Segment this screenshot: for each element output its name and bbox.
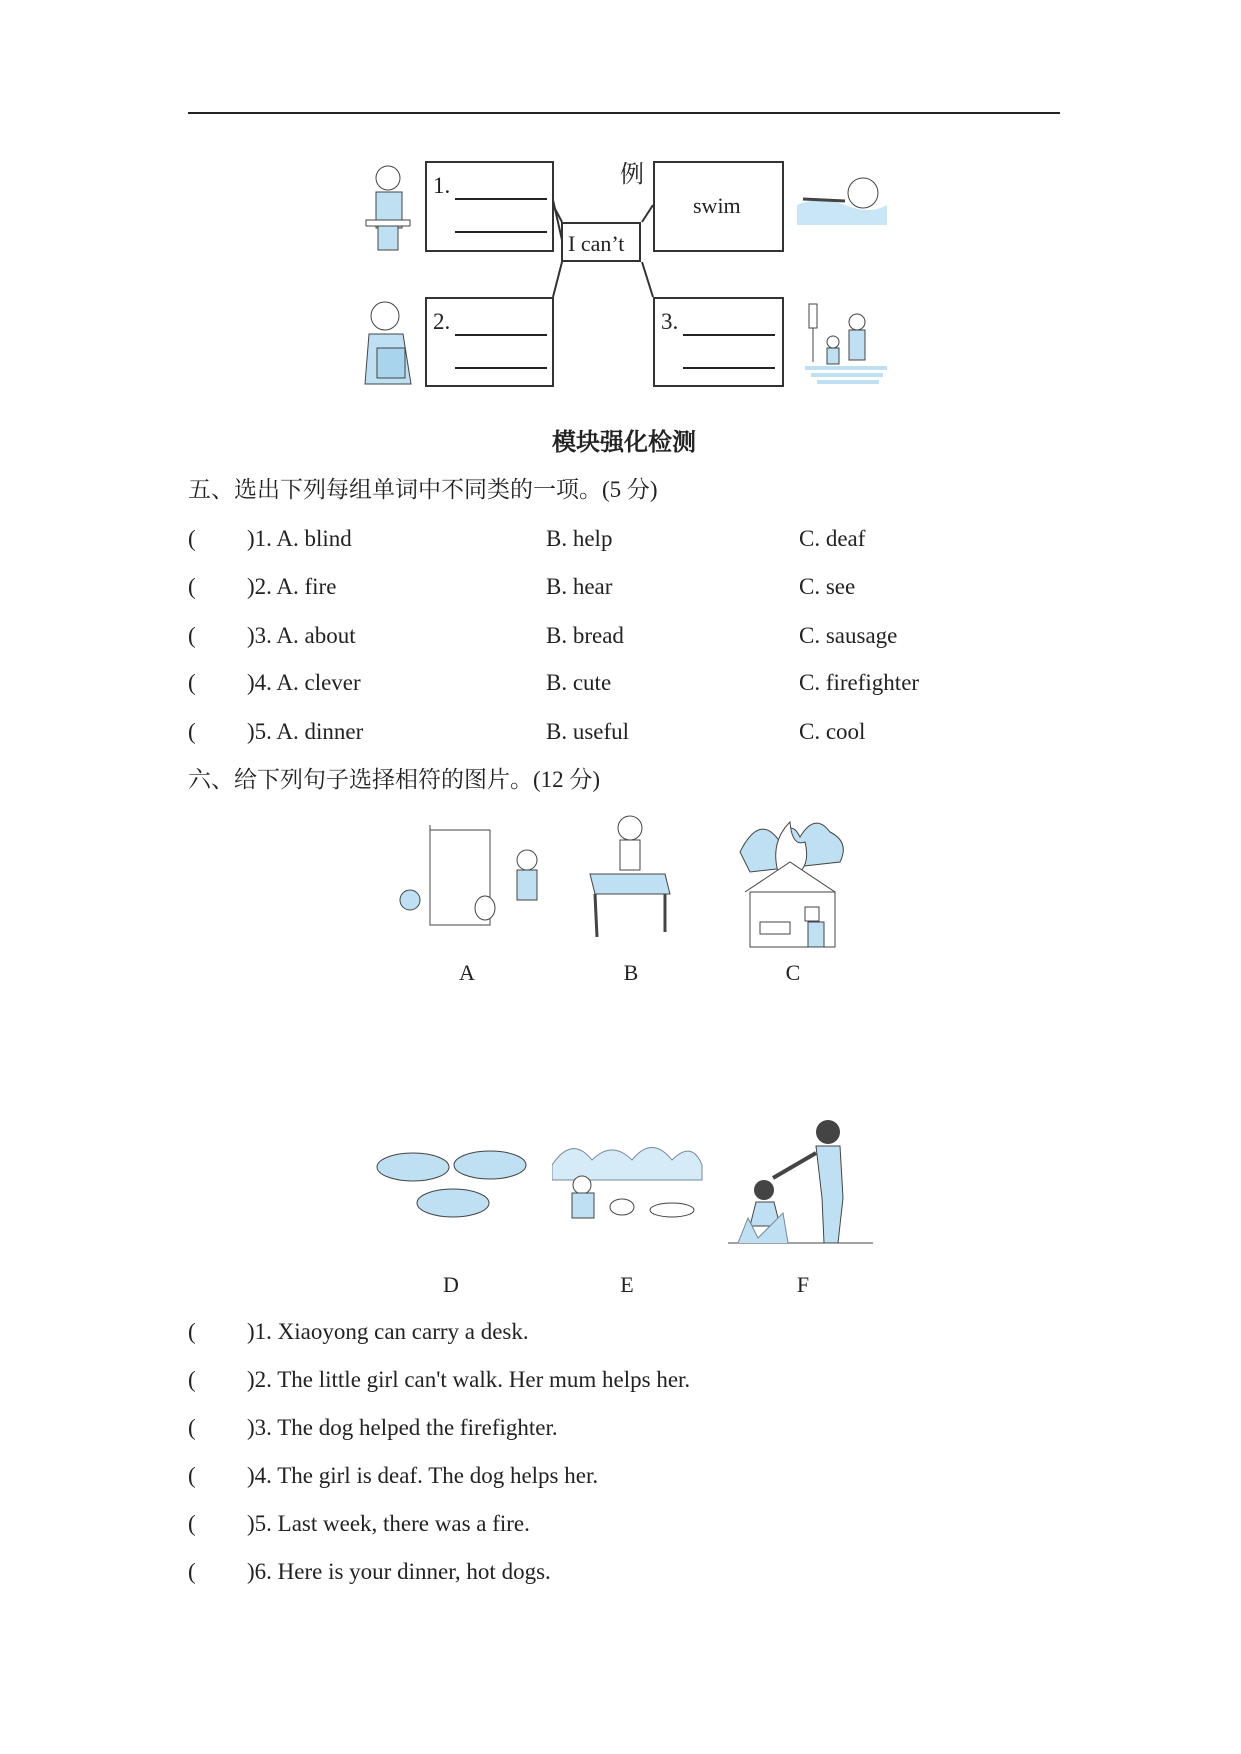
box-number: 2.	[433, 309, 451, 334]
answer-paren: (	[188, 574, 196, 599]
option-c: C. deaf	[799, 526, 866, 551]
crossing-street-illustration	[795, 300, 890, 385]
answer-paren: (	[188, 1415, 196, 1440]
picture-label-d: D	[443, 1272, 459, 1297]
answer-paren: (	[188, 719, 196, 744]
sentence-item: )3. The dog helped the firefighter.	[247, 1415, 558, 1440]
option-c: C. firefighter	[799, 670, 920, 695]
sentence-item: )4. The girl is deaf. The dog helps her.	[247, 1463, 599, 1488]
option-a: )5. A. dinner	[247, 719, 364, 744]
picture-c-house-fire	[730, 812, 855, 952]
option-b: B. hear	[546, 574, 613, 599]
picture-f-mum-helps-girl	[728, 1118, 878, 1248]
picture-label-b: B	[623, 960, 639, 985]
answer-box-2	[425, 297, 554, 387]
option-b: B. cute	[546, 670, 612, 695]
example-mark: 例	[620, 162, 644, 188]
answer-paren: (	[188, 670, 196, 695]
picture-d-hot-dogs	[375, 1145, 530, 1225]
picture-label-f: F	[796, 1272, 810, 1297]
answer-paren: (	[188, 1559, 196, 1584]
option-b: B. useful	[546, 719, 630, 744]
example-box	[653, 161, 784, 252]
picture-label-c: C	[785, 960, 801, 985]
example-word: swim	[693, 193, 741, 218]
answer-paren: (	[188, 623, 196, 648]
answer-box-1	[425, 161, 554, 252]
sentence-item: )5. Last week, there was a fire.	[247, 1511, 530, 1536]
swimmer-illustration	[795, 175, 890, 235]
option-c: C. see	[799, 574, 856, 599]
option-a: )3. A. about	[247, 623, 356, 648]
section5-heading: 五、选出下列每组单词中不同类的一项。(5 分)	[188, 477, 658, 502]
sentence-item: )1. Xiaoyong can carry a desk.	[247, 1319, 529, 1344]
option-a: )1. A. blind	[247, 526, 352, 551]
answer-paren: (	[188, 1367, 196, 1392]
picture-b-carry-desk	[585, 812, 675, 942]
sentence-item: )6. Here is your dinner, hot dogs.	[247, 1559, 551, 1584]
center-text: I can’t	[568, 231, 625, 256]
option-a: )2. A. fire	[247, 574, 337, 599]
top-rule	[188, 112, 1060, 114]
picture-e-firefighter-dog	[552, 1135, 704, 1230]
answer-box-3	[653, 297, 784, 387]
section-title: 模块强化检测	[552, 430, 696, 456]
picture-label-a: A	[459, 960, 475, 985]
girl-carrying-bag-illustration	[355, 296, 425, 390]
answer-paren: (	[188, 1463, 196, 1488]
old-man-sitting-illustration	[358, 160, 418, 254]
option-c: C. cool	[799, 719, 866, 744]
answer-paren: (	[188, 526, 196, 551]
option-a: )4. A. clever	[247, 670, 361, 695]
option-b: B. help	[546, 526, 613, 551]
picture-a-dog-door	[395, 820, 545, 935]
center-box	[561, 222, 641, 262]
answer-paren: (	[188, 1319, 196, 1344]
box-number: 3.	[661, 309, 679, 334]
option-b: B. bread	[546, 623, 624, 648]
box-number: 1.	[433, 173, 451, 198]
sentence-item: )2. The little girl can't walk. Her mum helps her.	[247, 1367, 691, 1392]
section6-heading: 六、给下列句子选择相符的图片。(12 分)	[188, 767, 601, 792]
picture-label-e: E	[620, 1272, 634, 1297]
option-c: C. sausage	[799, 623, 898, 648]
answer-paren: (	[188, 1511, 196, 1536]
